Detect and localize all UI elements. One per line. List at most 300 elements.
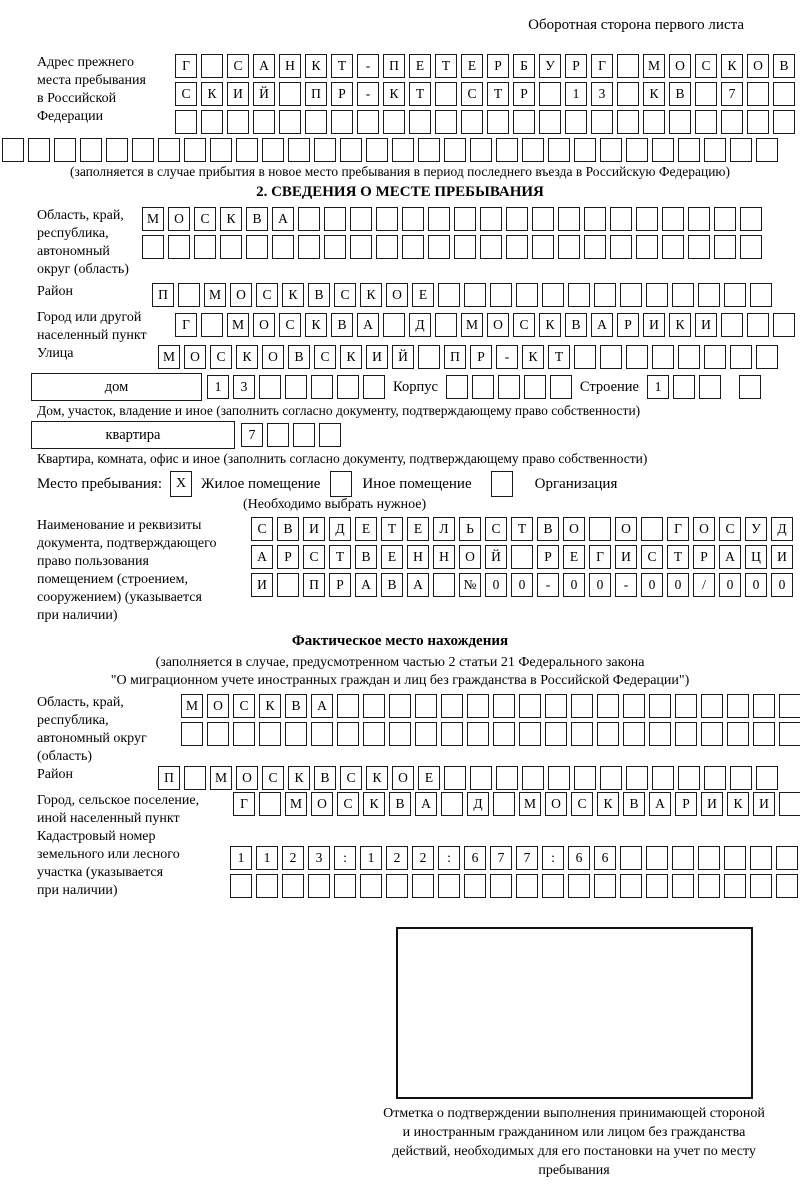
char-cell: Т — [409, 82, 431, 106]
char-cell — [201, 110, 223, 134]
label-line: автономный — [37, 244, 110, 259]
char-cell — [490, 283, 512, 307]
char-cell — [498, 375, 520, 399]
char-cell: И — [695, 313, 717, 337]
char-cell: О — [563, 517, 585, 541]
char-cell: С — [340, 766, 362, 790]
char-cell: И — [615, 545, 637, 569]
char-cell — [675, 694, 697, 718]
char-cell — [779, 722, 800, 746]
label-line: при наличии) — [37, 883, 118, 898]
char-cell: 6 — [568, 846, 590, 870]
char-cell: И — [251, 573, 273, 597]
district-block — [0, 283, 800, 307]
char-cell — [207, 722, 229, 746]
label-line: населенный пункт — [37, 328, 147, 343]
char-cell: В — [331, 313, 353, 337]
char-cell — [493, 722, 515, 746]
char-cell: Р — [487, 54, 509, 78]
char-cell: И — [753, 792, 775, 816]
char-cell — [389, 694, 411, 718]
char-cell: П — [158, 766, 180, 790]
char-cell: С — [256, 283, 278, 307]
char-cell: 0 — [511, 573, 533, 597]
char-cell — [750, 874, 772, 898]
char-cell: Т — [667, 545, 689, 569]
char-cell — [701, 722, 723, 746]
char-cell: Г — [667, 517, 689, 541]
char-cell — [233, 722, 255, 746]
char-cell — [620, 846, 642, 870]
char-cell: 1 — [647, 375, 669, 399]
char-cell — [669, 110, 691, 134]
char-cell — [470, 766, 492, 790]
char-cell: С — [194, 207, 216, 231]
char-cell: И — [771, 545, 793, 569]
label-line: Город, сельское поселение, — [37, 793, 200, 808]
char-cell — [626, 138, 648, 162]
fact-location-title: Фактическое место нахождения — [291, 633, 509, 649]
char-cell — [402, 235, 424, 259]
option-organization-label: Организация — [534, 475, 618, 492]
stroenie-label: Строение — [579, 378, 639, 395]
char-cell — [279, 82, 301, 106]
char-cell — [574, 345, 596, 369]
selection-note: (Необходимо выбрать нужное) — [243, 497, 427, 512]
char-cell — [259, 792, 281, 816]
char-cell — [776, 846, 798, 870]
char-cell: Г — [591, 54, 613, 78]
char-cell: О — [230, 283, 252, 307]
char-cell — [539, 110, 561, 134]
char-cell — [350, 207, 372, 231]
char-cell — [467, 694, 489, 718]
char-cell: Р — [470, 345, 492, 369]
prev-address-row-2 — [175, 82, 795, 106]
char-cell — [298, 207, 320, 231]
char-cell — [678, 138, 700, 162]
char-cell: Б — [513, 54, 535, 78]
char-cell: 6 — [464, 846, 486, 870]
house-note: Дом, участок, владение и иное (заполнить согласно документу, подтверждающему право собственности) — [37, 403, 641, 418]
char-cell — [610, 207, 632, 231]
char-cell — [600, 138, 622, 162]
char-cell: П — [444, 345, 466, 369]
char-cell: К — [727, 792, 749, 816]
char-cell: В — [285, 694, 307, 718]
char-cell: М — [204, 283, 226, 307]
char-cell — [519, 694, 541, 718]
char-cell — [724, 846, 746, 870]
char-cell: А — [719, 545, 741, 569]
char-cell: С — [513, 313, 535, 337]
char-cell — [454, 207, 476, 231]
char-cell — [571, 694, 593, 718]
label-line: места пребывания — [37, 73, 146, 88]
label-line: Федерации — [37, 109, 104, 124]
char-cell — [623, 694, 645, 718]
char-cell: О — [236, 766, 258, 790]
char-cell: - — [615, 573, 637, 597]
char-cell — [363, 722, 385, 746]
char-cell: А — [415, 792, 437, 816]
char-cell: Ц — [745, 545, 767, 569]
char-cell — [701, 694, 723, 718]
char-cell: О — [545, 792, 567, 816]
cadastre-block — [0, 828, 800, 900]
char-cell — [360, 874, 382, 898]
char-cell: К — [220, 207, 242, 231]
char-cell — [272, 235, 294, 259]
char-cell: С — [262, 766, 284, 790]
char-cell: К — [340, 345, 362, 369]
char-cell: Л — [433, 517, 455, 541]
char-cell — [350, 235, 372, 259]
char-cell — [698, 846, 720, 870]
korpus-cells — [446, 375, 572, 399]
char-cell: Р — [537, 545, 559, 569]
char-cell: К — [539, 313, 561, 337]
char-cell — [175, 110, 197, 134]
char-cell — [158, 138, 180, 162]
fact-district-label: Район — [37, 767, 73, 782]
char-cell — [435, 313, 457, 337]
char-cell — [511, 545, 533, 569]
char-cell — [480, 207, 502, 231]
char-cell — [285, 375, 307, 399]
label-line: округ (область) — [37, 262, 129, 277]
char-cell — [574, 138, 596, 162]
char-cell: Н — [279, 54, 301, 78]
char-cell — [184, 766, 206, 790]
label-line: Кадастровый номер — [37, 829, 156, 844]
label-line: иной населенный пункт — [37, 811, 180, 826]
char-cell: Т — [548, 345, 570, 369]
char-cell — [571, 722, 593, 746]
char-cell — [418, 138, 440, 162]
region-label — [0, 207, 142, 279]
char-cell — [2, 138, 24, 162]
char-cell: О — [311, 792, 333, 816]
char-cell: Р — [331, 82, 353, 106]
apartment-box: квартира — [31, 421, 235, 449]
char-cell — [340, 138, 362, 162]
char-cell: № — [459, 573, 481, 597]
char-cell — [282, 874, 304, 898]
char-cell — [293, 423, 315, 447]
char-cell — [545, 694, 567, 718]
char-cell: Т — [435, 54, 457, 78]
cadastre-row-2 — [230, 874, 798, 898]
char-cell — [337, 375, 359, 399]
document-row-1 — [251, 517, 793, 541]
char-cell — [721, 313, 743, 337]
document-label — [0, 517, 251, 625]
char-cell: В — [314, 766, 336, 790]
char-cell: Н — [433, 545, 455, 569]
char-cell — [649, 694, 671, 718]
char-cell — [441, 722, 463, 746]
char-cell — [389, 722, 411, 746]
char-cell — [487, 110, 509, 134]
char-cell: Т — [331, 54, 353, 78]
apartment-row — [31, 421, 800, 449]
char-cell — [620, 283, 642, 307]
char-cell: 0 — [771, 573, 793, 597]
house-row — [31, 373, 800, 401]
char-cell — [308, 874, 330, 898]
char-cell: В — [355, 545, 377, 569]
stamp-box — [396, 927, 753, 1099]
char-cell: С — [175, 82, 197, 106]
char-cell: Р — [329, 573, 351, 597]
char-cell — [646, 846, 668, 870]
char-cell: 7 — [490, 846, 512, 870]
char-cell: 0 — [719, 573, 741, 597]
char-cell — [649, 722, 671, 746]
char-cell: Д — [409, 313, 431, 337]
char-cell: М — [285, 792, 307, 816]
char-cell: В — [623, 792, 645, 816]
char-cell — [168, 235, 190, 259]
char-cell: М — [210, 766, 232, 790]
char-cell: В — [381, 573, 403, 597]
char-cell — [591, 110, 613, 134]
char-cell: - — [496, 345, 518, 369]
char-cell: К — [282, 283, 304, 307]
char-cell — [54, 138, 76, 162]
char-cell: О — [669, 54, 691, 78]
char-cell — [259, 722, 281, 746]
char-cell — [740, 207, 762, 231]
char-cell — [652, 345, 674, 369]
char-cell: Р — [277, 545, 299, 569]
char-cell: Е — [407, 517, 429, 541]
char-cell: Й — [485, 545, 507, 569]
char-cell — [28, 138, 50, 162]
char-cell — [727, 722, 749, 746]
char-cell: А — [591, 313, 613, 337]
prev-address-row-full — [2, 138, 800, 162]
char-cell — [516, 283, 538, 307]
fact-location-note-2: "О миграционном учете иностранных граждан и лиц без гражданства в Российской Федерации") — [110, 673, 690, 688]
char-cell — [472, 375, 494, 399]
char-cell — [688, 235, 710, 259]
place-of-stay-label: Место пребывания: — [37, 475, 162, 492]
cadastre-row-1 — [230, 846, 798, 870]
char-cell: Е — [409, 54, 431, 78]
char-cell — [641, 517, 663, 541]
char-cell: К — [259, 694, 281, 718]
city-row — [175, 313, 795, 337]
label-line: помещением (строением, — [37, 572, 188, 587]
char-cell: Е — [418, 766, 440, 790]
char-cell: 2 — [412, 846, 434, 870]
char-cell — [542, 874, 564, 898]
char-cell — [594, 874, 616, 898]
char-cell: 0 — [485, 573, 507, 597]
char-cell — [721, 110, 743, 134]
char-cell — [441, 694, 463, 718]
char-cell — [435, 82, 457, 106]
char-cell: Р — [513, 82, 535, 106]
stamp-caption: Отметка о подтверждении выполнения принимающей стороной и иностранным гражданином или лицом без гражданства действий, необходимых для его постановки на учет по месту пребывания — [383, 1106, 765, 1178]
char-cell — [392, 138, 414, 162]
house-box: дом — [31, 373, 202, 401]
char-cell — [610, 235, 632, 259]
char-cell: В — [773, 54, 795, 78]
char-cell — [548, 766, 570, 790]
char-cell — [600, 345, 622, 369]
char-cell — [178, 283, 200, 307]
char-cell — [441, 792, 463, 816]
char-cell — [704, 345, 726, 369]
char-cell: О — [392, 766, 414, 790]
char-cell: В — [277, 517, 299, 541]
document-block — [0, 517, 800, 625]
char-cell: У — [539, 54, 561, 78]
char-cell — [756, 138, 778, 162]
char-cell — [201, 54, 223, 78]
char-cell — [750, 283, 772, 307]
option-residential-label: Жилое помещение — [201, 475, 321, 492]
char-cell: 3 — [591, 82, 613, 106]
char-cell — [617, 82, 639, 106]
char-cell — [747, 110, 769, 134]
document-row-3 — [251, 573, 793, 597]
char-cell — [727, 694, 749, 718]
char-cell — [227, 110, 249, 134]
char-cell: О — [184, 345, 206, 369]
char-cell — [493, 694, 515, 718]
char-cell: : — [542, 846, 564, 870]
fact-city-row — [233, 792, 800, 816]
char-cell — [730, 766, 752, 790]
fact-region-block — [0, 694, 800, 766]
char-cell — [675, 722, 697, 746]
char-cell — [446, 375, 468, 399]
char-cell — [714, 207, 736, 231]
char-cell — [548, 138, 570, 162]
char-cell — [428, 235, 450, 259]
char-cell — [739, 375, 761, 399]
char-cell — [773, 313, 795, 337]
char-cell: Р — [617, 313, 639, 337]
char-cell — [376, 207, 398, 231]
char-cell: С — [571, 792, 593, 816]
char-cell — [747, 82, 769, 106]
char-cell: О — [262, 345, 284, 369]
char-cell — [418, 345, 440, 369]
char-cell: С — [461, 82, 483, 106]
char-cell — [636, 235, 658, 259]
char-cell — [532, 235, 554, 259]
char-cell — [415, 722, 437, 746]
char-cell — [652, 138, 674, 162]
char-cell: П — [305, 82, 327, 106]
house-cells — [207, 375, 385, 399]
region-row-2 — [142, 235, 762, 259]
char-cell: В — [246, 207, 268, 231]
char-cell: П — [383, 54, 405, 78]
char-cell: А — [251, 545, 273, 569]
char-cell — [142, 235, 164, 259]
char-cell — [288, 138, 310, 162]
char-cell — [623, 722, 645, 746]
char-cell: П — [303, 573, 325, 597]
char-cell — [496, 766, 518, 790]
char-cell — [324, 235, 346, 259]
char-cell — [704, 766, 726, 790]
char-cell: К — [201, 82, 223, 106]
char-cell — [714, 235, 736, 259]
char-cell — [545, 722, 567, 746]
char-cell: К — [288, 766, 310, 790]
char-cell — [678, 345, 700, 369]
char-cell — [464, 874, 486, 898]
char-cell: 1 — [256, 846, 278, 870]
char-cell: К — [305, 54, 327, 78]
document-row-2 — [251, 545, 793, 569]
char-cell — [662, 235, 684, 259]
char-cell: И — [643, 313, 665, 337]
char-cell — [542, 283, 564, 307]
char-cell: И — [303, 517, 325, 541]
char-cell — [730, 345, 752, 369]
street-block — [0, 345, 800, 369]
fact-region-label — [0, 694, 181, 766]
char-cell: 0 — [667, 573, 689, 597]
label-line: земельного или лесного — [37, 847, 180, 862]
checkbox-residential: X — [170, 471, 192, 497]
label-line: Город или другой — [37, 310, 142, 325]
char-cell: А — [272, 207, 294, 231]
char-cell: Й — [392, 345, 414, 369]
char-cell: О — [693, 517, 715, 541]
char-cell — [584, 235, 606, 259]
char-cell — [383, 110, 405, 134]
stroenie-extra-cell — [739, 375, 761, 399]
char-cell: 0 — [589, 573, 611, 597]
char-cell — [285, 722, 307, 746]
char-cell — [636, 207, 658, 231]
char-cell: С — [279, 313, 301, 337]
char-cell — [467, 722, 489, 746]
char-cell — [181, 722, 203, 746]
char-cell: К — [366, 766, 388, 790]
char-cell: 3 — [233, 375, 255, 399]
char-cell: Д — [771, 517, 793, 541]
char-cell — [584, 207, 606, 231]
fact-district-block — [0, 766, 800, 790]
char-cell — [480, 235, 502, 259]
char-cell — [201, 313, 223, 337]
char-cell: Е — [412, 283, 434, 307]
char-cell — [461, 110, 483, 134]
char-cell: М — [519, 792, 541, 816]
char-cell — [652, 766, 674, 790]
char-cell — [574, 766, 596, 790]
char-cell: 0 — [563, 573, 585, 597]
char-cell — [334, 874, 356, 898]
char-cell — [438, 283, 460, 307]
char-cell: И — [701, 792, 723, 816]
char-cell: Т — [381, 517, 403, 541]
char-cell: М — [643, 54, 665, 78]
char-cell: С — [314, 345, 336, 369]
label-line: республика, — [37, 713, 109, 728]
char-cell — [386, 874, 408, 898]
